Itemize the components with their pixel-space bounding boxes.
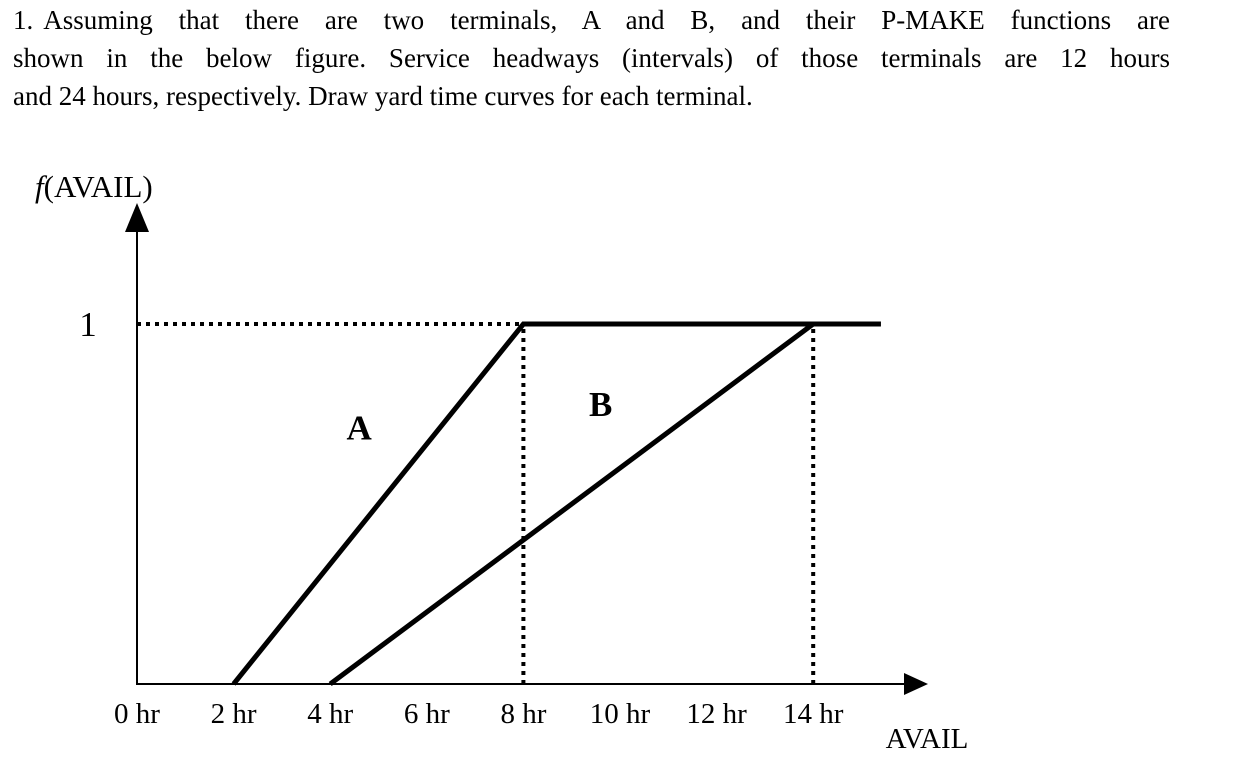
x-axis-title: AVAIL — [885, 723, 969, 755]
x-tick-label-10hr: 10 hr — [589, 698, 651, 730]
x-tick-label-6hr: 6 hr — [403, 698, 450, 730]
x-tick-label-0hr: 0 hr — [114, 698, 160, 730]
x-tick-label-2hr: 2 hr — [210, 698, 257, 730]
x-tick-label-4hr: 4 hr — [307, 698, 354, 730]
series-A-label: A — [346, 408, 372, 448]
y-axis-title: f(AVAIL) — [35, 169, 153, 204]
x-tick-label-8hr: 8 hr — [500, 698, 547, 730]
x-tick-label-14hr: 14 hr — [782, 698, 844, 730]
question-line: shown in the below figure. Service headways (intervals) of those terminals are 12 hours — [13, 43, 1170, 73]
question-line-1-text: Assuming that there are two terminals, A and B, and their P-MAKE functions are — [43, 5, 1170, 35]
question-number: 1. — [13, 5, 34, 35]
y-tick-label-1: 1 — [79, 305, 97, 344]
series-A-line — [234, 324, 881, 684]
series-B-label: B — [589, 385, 613, 425]
series-B-line — [330, 324, 881, 684]
x-tick-label-12hr: 12 hr — [686, 698, 747, 730]
question-line: and 24 hours, respectively. Draw yard time curves for each terminal. — [13, 81, 753, 111]
x-axis-arrowhead-icon — [904, 673, 928, 695]
y-axis-arrowhead-icon — [125, 203, 149, 232]
